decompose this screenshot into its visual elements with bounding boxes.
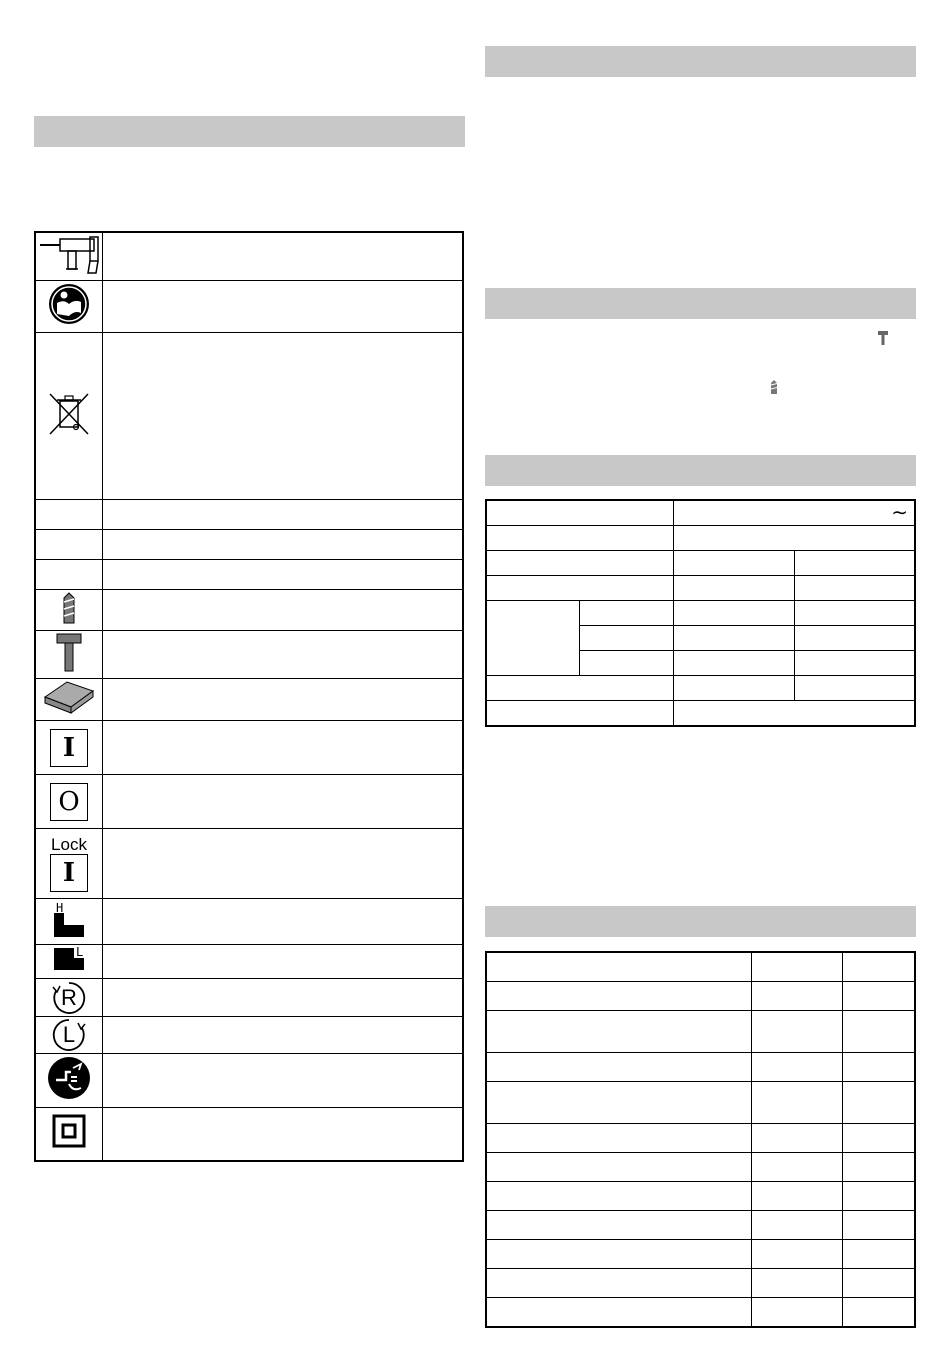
table-row bbox=[486, 1182, 915, 1211]
blank-symbol-cell bbox=[35, 560, 103, 590]
table-row bbox=[35, 500, 463, 530]
list-item bbox=[103, 1017, 464, 1054]
table-row bbox=[486, 1153, 915, 1182]
acc-name-cell bbox=[486, 1011, 752, 1053]
high-gear-icon bbox=[35, 899, 103, 945]
spec-label-cell bbox=[486, 576, 674, 601]
table-row bbox=[486, 676, 915, 701]
acc-name-cell bbox=[486, 1211, 752, 1240]
spec-value-cell bbox=[674, 626, 795, 651]
table-row bbox=[486, 982, 915, 1011]
crossed-bin-icon bbox=[35, 333, 103, 500]
table-row bbox=[486, 1053, 915, 1082]
rotation-right-icon bbox=[35, 979, 103, 1017]
list-item bbox=[103, 232, 464, 281]
table-row bbox=[486, 1269, 915, 1298]
spec-value-cell bbox=[674, 576, 795, 601]
ac-symbol: ∼ bbox=[674, 500, 916, 526]
acc-value-cell bbox=[843, 952, 916, 982]
read-manual-icon bbox=[35, 281, 103, 333]
rotation-left-icon bbox=[35, 1017, 103, 1054]
list-item bbox=[103, 979, 464, 1017]
acc-value-cell bbox=[752, 982, 843, 1011]
table-row bbox=[486, 551, 915, 576]
table-row bbox=[486, 952, 915, 982]
spec-label-cell bbox=[486, 676, 674, 701]
acc-value-cell bbox=[843, 1011, 916, 1053]
table-row bbox=[486, 1298, 915, 1328]
switch-off-label: O bbox=[50, 783, 88, 821]
acc-value-cell bbox=[843, 1211, 916, 1240]
table-row bbox=[486, 576, 915, 601]
list-item bbox=[103, 281, 464, 333]
section-header-bar-left bbox=[34, 116, 465, 147]
switch-on-label: I bbox=[50, 729, 88, 767]
acc-value-cell bbox=[843, 1124, 916, 1153]
table-row bbox=[486, 1124, 915, 1153]
table-row bbox=[486, 1240, 915, 1269]
table-row bbox=[35, 1017, 463, 1054]
spec-label-cell bbox=[486, 526, 674, 551]
table-row bbox=[486, 1082, 915, 1124]
acc-value-cell bbox=[752, 1053, 843, 1082]
table-row bbox=[35, 590, 463, 631]
table-row bbox=[35, 979, 463, 1017]
spec-value-cell bbox=[795, 576, 916, 601]
table-row bbox=[35, 775, 463, 829]
switch-on-icon bbox=[35, 721, 103, 775]
acc-name-cell bbox=[486, 1269, 752, 1298]
acc-name-cell bbox=[486, 1182, 752, 1211]
table-row bbox=[35, 631, 463, 679]
table-row bbox=[486, 701, 915, 727]
spec-value-cell bbox=[674, 601, 795, 626]
spec-sublabel-cell bbox=[580, 601, 674, 626]
acc-value-cell bbox=[843, 1082, 916, 1124]
spec-value-cell bbox=[795, 551, 916, 576]
table-row bbox=[35, 281, 463, 333]
list-item bbox=[103, 1108, 464, 1161]
table-row bbox=[35, 899, 463, 945]
table-row bbox=[486, 500, 915, 526]
hammer-icon bbox=[35, 631, 103, 679]
rotation-left-label: L bbox=[62, 1022, 76, 1047]
spec-label-cell bbox=[486, 500, 674, 526]
acc-name-cell bbox=[486, 1240, 752, 1269]
list-item bbox=[103, 333, 464, 500]
list-item bbox=[103, 631, 464, 679]
table-row bbox=[35, 1054, 463, 1108]
spec-value-cell bbox=[795, 676, 916, 701]
spec-value-cell bbox=[795, 601, 916, 626]
spec-value-cell bbox=[674, 526, 916, 551]
spec-sublabel-cell bbox=[580, 651, 674, 676]
list-item bbox=[103, 500, 464, 530]
section-header-bar-right-2 bbox=[485, 288, 916, 319]
acc-name-cell bbox=[486, 1153, 752, 1182]
table-row bbox=[486, 526, 915, 551]
spec-value-cell bbox=[674, 676, 795, 701]
table-row bbox=[35, 945, 463, 979]
lock-label: Lock bbox=[51, 834, 87, 854]
blank-symbol-cell bbox=[35, 530, 103, 560]
symbols-table bbox=[34, 231, 464, 1162]
spec-table bbox=[485, 499, 916, 727]
acc-name-cell bbox=[486, 952, 752, 982]
acc-value-cell bbox=[752, 1011, 843, 1053]
acc-value-cell bbox=[752, 1240, 843, 1269]
list-item bbox=[103, 679, 464, 721]
list-item bbox=[103, 560, 464, 590]
table-row bbox=[35, 232, 463, 281]
list-item bbox=[103, 899, 464, 945]
table-row bbox=[35, 679, 463, 721]
acc-name-cell bbox=[486, 1298, 752, 1328]
lock-on-icon bbox=[35, 829, 103, 899]
low-gear-icon bbox=[35, 945, 103, 979]
hammer-icon bbox=[878, 331, 888, 350]
spec-group-cell bbox=[486, 601, 580, 676]
acc-value-cell bbox=[752, 1298, 843, 1328]
acc-value-cell bbox=[752, 1211, 843, 1240]
list-item bbox=[103, 530, 464, 560]
table-row bbox=[35, 530, 463, 560]
low-gear-label: L bbox=[76, 945, 84, 959]
acc-value-cell bbox=[843, 1182, 916, 1211]
spec-value-cell bbox=[674, 551, 795, 576]
table-row bbox=[35, 829, 463, 899]
acc-name-cell bbox=[486, 1082, 752, 1124]
switch-off-icon bbox=[35, 775, 103, 829]
acc-value-cell bbox=[752, 1124, 843, 1153]
acc-value-cell bbox=[752, 1153, 843, 1182]
spec-value-cell bbox=[795, 626, 916, 651]
brick-icon bbox=[35, 679, 103, 721]
acc-value-cell bbox=[843, 1298, 916, 1328]
table-row bbox=[35, 721, 463, 775]
table-row bbox=[486, 601, 915, 626]
table-row bbox=[486, 1211, 915, 1240]
acc-value-cell bbox=[843, 1053, 916, 1082]
acc-value-cell bbox=[752, 1182, 843, 1211]
list-item bbox=[103, 829, 464, 899]
acc-name-cell bbox=[486, 1053, 752, 1082]
double-insulation-icon bbox=[35, 1108, 103, 1161]
rotation-right-label: R bbox=[61, 984, 77, 1010]
rotary-hammer-icon bbox=[35, 232, 103, 281]
high-gear-label: H bbox=[56, 901, 64, 915]
spec-label-cell bbox=[486, 701, 674, 727]
acc-value-cell bbox=[843, 1240, 916, 1269]
spec-value-cell bbox=[795, 651, 916, 676]
table-row bbox=[486, 1011, 915, 1053]
acc-value-cell bbox=[843, 1269, 916, 1298]
list-item bbox=[103, 721, 464, 775]
section-header-bar-right-3 bbox=[485, 455, 916, 486]
unplug-icon bbox=[35, 1054, 103, 1108]
table-row bbox=[35, 560, 463, 590]
list-item bbox=[103, 945, 464, 979]
blank-symbol-cell bbox=[35, 500, 103, 530]
drill-bit-icon bbox=[35, 590, 103, 631]
table-row bbox=[35, 1108, 463, 1161]
accessories-table bbox=[485, 951, 916, 1328]
list-item bbox=[103, 590, 464, 631]
acc-value-cell bbox=[752, 952, 843, 982]
spec-label-cell bbox=[486, 551, 674, 576]
acc-name-cell bbox=[486, 1124, 752, 1153]
spec-value-cell bbox=[674, 701, 916, 727]
acc-name-cell bbox=[486, 982, 752, 1011]
acc-value-cell bbox=[843, 982, 916, 1011]
section-header-bar-right-4 bbox=[485, 906, 916, 937]
spec-sublabel-cell bbox=[580, 626, 674, 651]
table-row bbox=[35, 333, 463, 500]
section-header-bar-right-1 bbox=[485, 46, 916, 77]
acc-value-cell bbox=[752, 1082, 843, 1124]
acc-value-cell bbox=[752, 1269, 843, 1298]
list-item bbox=[103, 1054, 464, 1108]
lock-switch-label: I bbox=[50, 854, 88, 892]
acc-value-cell bbox=[843, 1153, 916, 1182]
list-item bbox=[103, 775, 464, 829]
drill-bit-icon bbox=[771, 380, 777, 399]
spec-value-cell bbox=[674, 651, 795, 676]
